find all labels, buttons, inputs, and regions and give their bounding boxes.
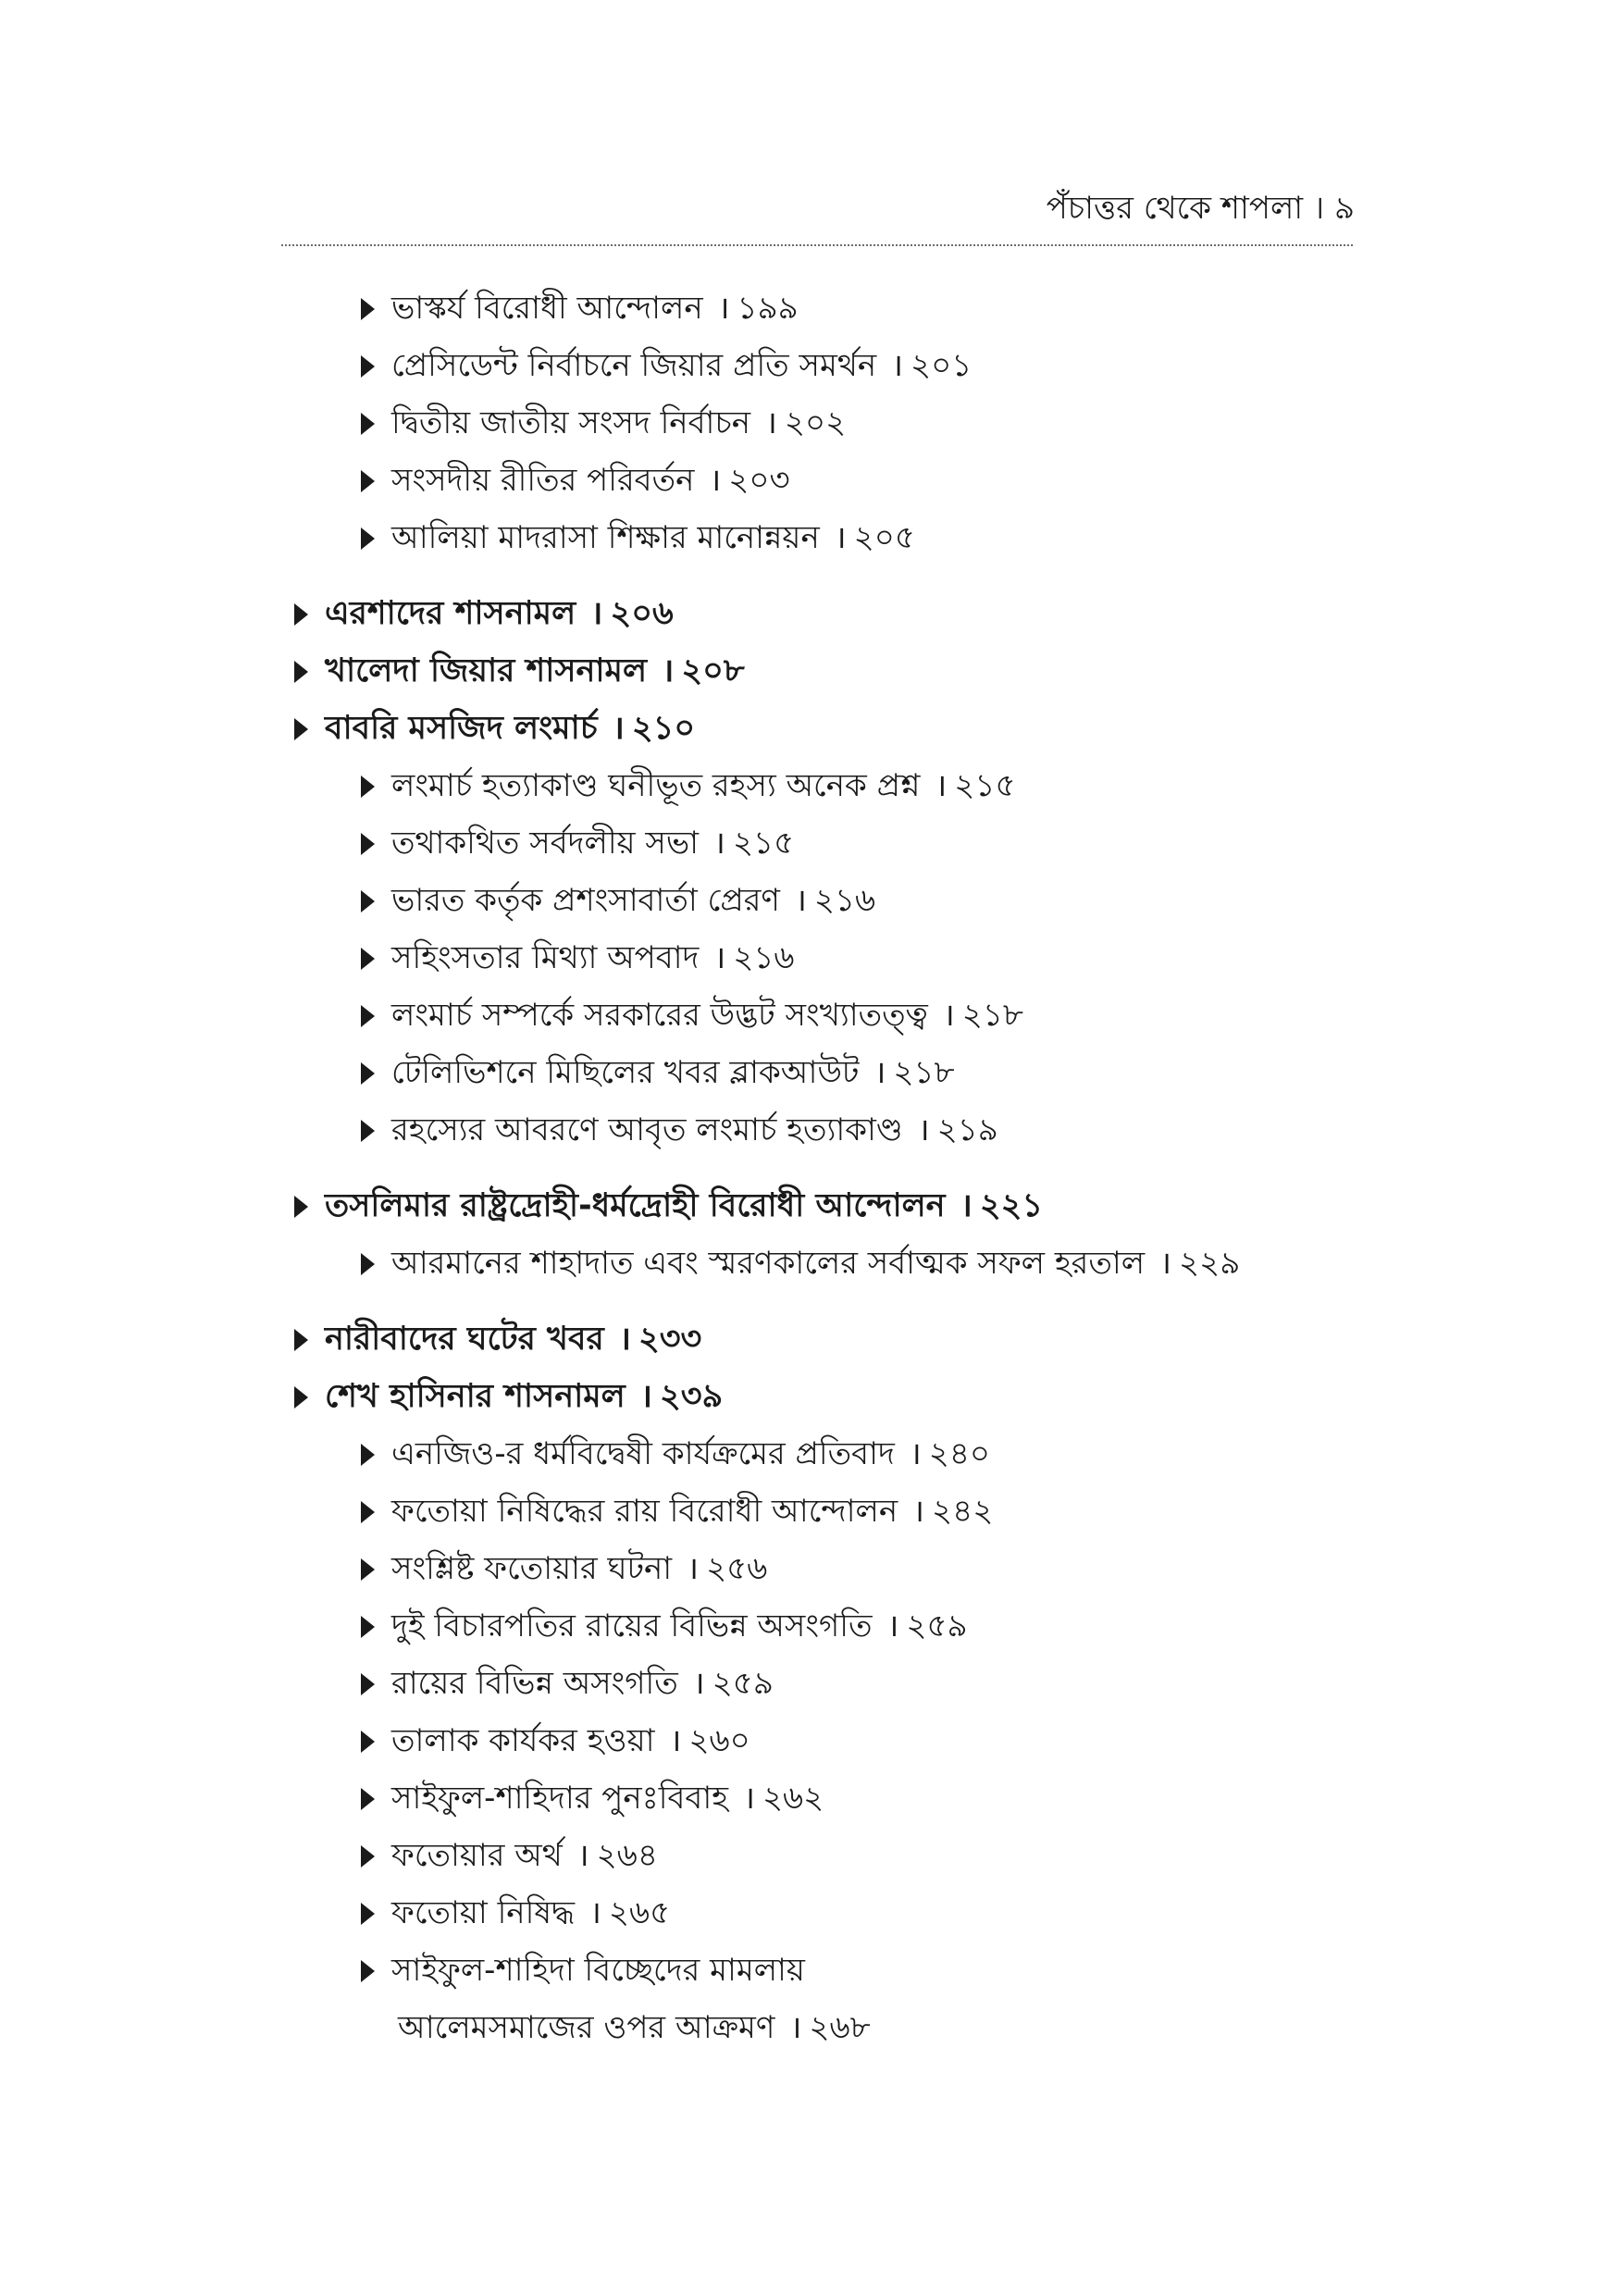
- toc-entry[interactable]: সহিংসতার মিথ্যা অপবাদ । ২১৬: [294, 929, 1368, 987]
- triangle-bullet-icon: [294, 1196, 308, 1218]
- section-page: ২২১: [979, 1187, 1044, 1224]
- triangle-bullet-icon: [294, 603, 308, 626]
- toc-entry[interactable]: ফতোয়া নিষিদ্ধের রায় বিরোধী আন্দোলন । ২৪২: [294, 1483, 1368, 1540]
- entry-title: ফতোয়া নিষিদ্ধ: [391, 1894, 576, 1931]
- entry-title: আরমানের শাহাদাত এবং স্মরণকালের সর্বাত্মক সফল হরতাল: [391, 1245, 1146, 1282]
- entry-page: ২৫৯: [712, 1665, 774, 1702]
- triangle-bullet-icon: [361, 1673, 375, 1695]
- entry-page: ২১৬: [733, 939, 795, 976]
- entry-title: সাইফুল-শাহিদার পুনঃবিবাহ: [391, 1780, 729, 1817]
- entry-page: ২২৯: [1178, 1245, 1241, 1282]
- toc-section[interactable]: এরশাদের শাসনামল । ২০৬: [294, 585, 1368, 642]
- toc-entry-continuation[interactable]: আলেমসমাজের ওপর আক্রমণ । ২৬৮: [398, 2009, 871, 2046]
- entry-page: ২১৮: [893, 1054, 955, 1091]
- entry-page: ২৬২: [762, 1780, 824, 1817]
- section-title: এরশাদের শাসনামল: [325, 595, 576, 632]
- toc-entry[interactable]: সাইফুল-শাহিদার পুনঃবিবাহ । ২৬২: [294, 1769, 1368, 1827]
- triangle-bullet-icon: [361, 1005, 375, 1027]
- toc-section[interactable]: খালেদা জিয়ার শাসনামল । ২০৮: [294, 642, 1368, 700]
- entry-page: ২০২: [784, 404, 847, 441]
- entry-page: ২১৮: [961, 997, 1023, 1034]
- table-of-contents: [294, 279, 1368, 2056]
- entry-title: সাইফুল-শাহিদা বিচ্ছেদের মামলায়: [391, 1952, 805, 1989]
- toc-entry[interactable]: তালাক কার্যকর হওয়া । ২৬০: [294, 1712, 1368, 1769]
- entry-page: ২১৫: [732, 825, 795, 862]
- entry-title: ভাস্কর্য বিরোধী আন্দোলন: [391, 290, 703, 327]
- toc-entry[interactable]: দুই বিচারপতির রায়ের বিভিন্ন অসংগতি । ২৫৯: [294, 1597, 1368, 1655]
- toc-entry[interactable]: ভাস্কর্য বিরোধী আন্দোলন । ১৯৯: [294, 279, 1368, 337]
- header-separator: ।: [1312, 190, 1325, 227]
- toc-entry[interactable]: তথাকথিত সর্বদলীয় সভা । ২১৫: [294, 814, 1368, 872]
- section-title: তসলিমার রাষ্ট্রদ্রোহী-ধর্মদ্রোহী বিরোধী আন্দোলন: [325, 1187, 946, 1224]
- triangle-bullet-icon: [361, 1845, 375, 1868]
- entry-title-continued: আলেমসমাজের ওপর আক্রমণ: [398, 2009, 775, 2046]
- triangle-bullet-icon: [361, 776, 375, 798]
- triangle-bullet-icon: [361, 355, 375, 378]
- triangle-bullet-icon: [361, 298, 375, 320]
- triangle-bullet-icon: [361, 1253, 375, 1275]
- toc-entry[interactable]: ফতোয়ার অর্থ । ২৬৪: [294, 1827, 1368, 1884]
- page-number: ৯: [1333, 190, 1355, 227]
- entry-title: প্রেসিডেন্ট নির্বাচনে জিয়ার প্রতি সমর্থন: [391, 347, 877, 384]
- header-dotted-rule: [280, 243, 1354, 247]
- section-page: ২৩৩: [638, 1321, 702, 1358]
- entry-page: ২৫৬: [706, 1550, 768, 1587]
- toc-entry[interactable]: প্রেসিডেন্ট নির্বাচনে জিয়ার প্রতি সমর্থন । ২০১: [294, 337, 1368, 394]
- toc-entry[interactable]: এনজিও-র ধর্মবিদ্বেষী কার্যক্রমের প্রতিবাদ । ২৪০: [294, 1425, 1368, 1483]
- entry-page: ২৪০: [928, 1435, 990, 1472]
- book-title: পঁচাত্তর থেকে শাপলা: [1046, 190, 1304, 227]
- triangle-bullet-icon: [361, 1960, 375, 1982]
- section-title: বাবরি মসজিদ লংমার্চ: [325, 710, 598, 747]
- entry-title: রায়ের বিভিন্ন অসংগতি: [391, 1665, 678, 1702]
- entry-page: ২৬০: [688, 1722, 750, 1759]
- triangle-bullet-icon: [361, 1616, 375, 1638]
- toc-section[interactable]: শেখ হাসিনার শাসনামল । ২৩৯: [294, 1368, 1368, 1425]
- toc-entry[interactable]: সংসদীয় রীতির পরিবর্তন । ২০৩: [294, 452, 1368, 509]
- triangle-bullet-icon: [361, 1444, 375, 1466]
- toc-entry[interactable]: সংশ্লিষ্ট ফতোয়ার ঘটনা । ২৫৬: [294, 1540, 1368, 1597]
- toc-section[interactable]: তসলিমার রাষ্ট্রদ্রোহী-ধর্মদ্রোহী বিরোধী আন্দোলন । ২২১: [294, 1177, 1368, 1235]
- entry-page: ২৪২: [932, 1493, 994, 1530]
- triangle-bullet-icon: [361, 1501, 375, 1523]
- section-page: ২০৮: [681, 652, 745, 689]
- entry-title: সংসদীয় রীতির পরিবর্তন: [391, 462, 695, 499]
- toc-section[interactable]: নারীবাদের ঘটের খবর । ২৩৩: [294, 1310, 1368, 1368]
- entry-title: দ্বিতীয় জাতীয় সংসদ নির্বাচন: [391, 404, 751, 441]
- triangle-bullet-icon: [361, 1062, 375, 1085]
- entry-page: ২৬৮: [809, 2009, 871, 2046]
- entry-page: ২১৬: [813, 882, 876, 919]
- toc-entry[interactable]: টেলিভিশনে মিছিলের খবর ব্লাকআউট । ২১৮: [294, 1044, 1368, 1101]
- entry-title: ফতোয়া নিষিদ্ধের রায় বিরোধী আন্দোলন: [391, 1493, 898, 1530]
- entry-title: সহিংসতার মিথ্যা অপবাদ: [391, 939, 700, 976]
- entry-title: আলিয়া মাদরাসা শিক্ষার মানোন্নয়ন: [391, 519, 820, 556]
- section-page: ২১০: [631, 710, 696, 747]
- triangle-bullet-icon: [361, 470, 375, 492]
- entry-page: ২০৫: [853, 519, 915, 556]
- section-title: নারীবাদের ঘটের খবর: [325, 1321, 604, 1358]
- entry-page: ২৬৫: [608, 1894, 671, 1931]
- entry-title: লংমার্চ হত্যাকাণ্ড ঘনীভূত রহস্য অনেক প্রশ্ন: [391, 767, 921, 804]
- toc-entry[interactable]: লংমার্চ সম্পর্কে সরকারের উদ্ভট সংখ্যাতত্ত্ব । ২১৮: [294, 987, 1368, 1044]
- section-page: ২০৬: [610, 595, 674, 632]
- toc-entry[interactable]: আরমানের শাহাদাত এবং স্মরণকালের সর্বাত্মক সফল হরতাল । ২২৯: [294, 1235, 1368, 1292]
- triangle-bullet-icon: [294, 718, 308, 740]
- triangle-bullet-icon: [361, 1120, 375, 1142]
- toc-entry[interactable]: ফতোয়া নিষিদ্ধ । ২৬৫: [294, 1884, 1368, 1942]
- running-header: [1047, 190, 1355, 227]
- entry-page: ২০১: [911, 347, 973, 384]
- triangle-bullet-icon: [361, 948, 375, 970]
- entry-page: ১৯৯: [737, 290, 799, 327]
- toc-entry[interactable]: দ্বিতীয় জাতীয় সংসদ নির্বাচন । ২০২: [294, 394, 1368, 452]
- triangle-bullet-icon: [361, 413, 375, 435]
- toc-entry[interactable]: লংমার্চ হত্যাকাণ্ড ঘনীভূত রহস্য অনেক প্রশ্ন । ২১৫: [294, 757, 1368, 814]
- entry-title: লংমার্চ সম্পর্কে সরকারের উদ্ভট সংখ্যাতত্ত্ব: [391, 997, 928, 1034]
- entry-title: এনজিও-র ধর্মবিদ্বেষী কার্যক্রমের প্রতিবাদ: [391, 1435, 895, 1472]
- triangle-bullet-icon: [361, 527, 375, 550]
- triangle-bullet-icon: [361, 833, 375, 855]
- entry-title: দুই বিচারপতির রায়ের বিভিন্ন অসংগতি: [391, 1607, 873, 1644]
- entry-title: ভারত কর্তৃক প্রশংসাবার্তা প্রেরণ: [391, 882, 780, 919]
- toc-entry[interactable]: রায়ের বিভিন্ন অসংগতি । ২৫৯: [294, 1655, 1368, 1712]
- entry-title: সংশ্লিষ্ট ফতোয়ার ঘটনা: [391, 1550, 673, 1587]
- entry-page: ২৬৪: [596, 1837, 658, 1874]
- triangle-bullet-icon: [294, 1386, 308, 1409]
- toc-entry[interactable]: আলিয়া মাদরাসা শিক্ষার মানোন্নয়ন । ২০৫: [294, 509, 1368, 566]
- toc-entry[interactable]: [294, 1942, 1368, 1999]
- toc-entry[interactable]: রহস্যের আবরণে আবৃত লংমার্চ হত্যাকাণ্ড । ২১৯: [294, 1101, 1368, 1159]
- toc-entry[interactable]: ভারত কর্তৃক প্রশংসাবার্তা প্রেরণ । ২১৬: [294, 872, 1368, 929]
- toc-section[interactable]: বাবরি মসজিদ লংমার্চ । ২১০: [294, 700, 1368, 757]
- entry-page: ২১৫: [954, 767, 1016, 804]
- entry-title: তথাকথিত সর্বদলীয় সভা: [391, 825, 700, 862]
- entry-page: ২৫৯: [906, 1607, 968, 1644]
- triangle-bullet-icon: [294, 661, 308, 683]
- entry-title: ফতোয়ার অর্থ: [391, 1837, 563, 1874]
- triangle-bullet-icon: [294, 1329, 308, 1351]
- entry-page: ২১৯: [936, 1111, 998, 1148]
- triangle-bullet-icon: [361, 1558, 375, 1581]
- entry-page: ২০৩: [728, 462, 790, 499]
- section-title: খালেদা জিয়ার শাসনামল: [325, 652, 648, 689]
- section-page: ২৩৯: [660, 1378, 724, 1415]
- entry-title: টেলিভিশনে মিছিলের খবর ব্লাকআউট: [391, 1054, 860, 1091]
- entry-title: তালাক কার্যকর হওয়া: [391, 1722, 655, 1759]
- triangle-bullet-icon: [361, 1731, 375, 1753]
- section-title: শেখ হাসিনার শাসনামল: [325, 1378, 626, 1415]
- triangle-bullet-icon: [361, 1788, 375, 1810]
- triangle-bullet-icon: [361, 1903, 375, 1925]
- entry-title: রহস্যের আবরণে আবৃত লংমার্চ হত্যাকাণ্ড: [391, 1111, 903, 1148]
- triangle-bullet-icon: [361, 890, 375, 912]
